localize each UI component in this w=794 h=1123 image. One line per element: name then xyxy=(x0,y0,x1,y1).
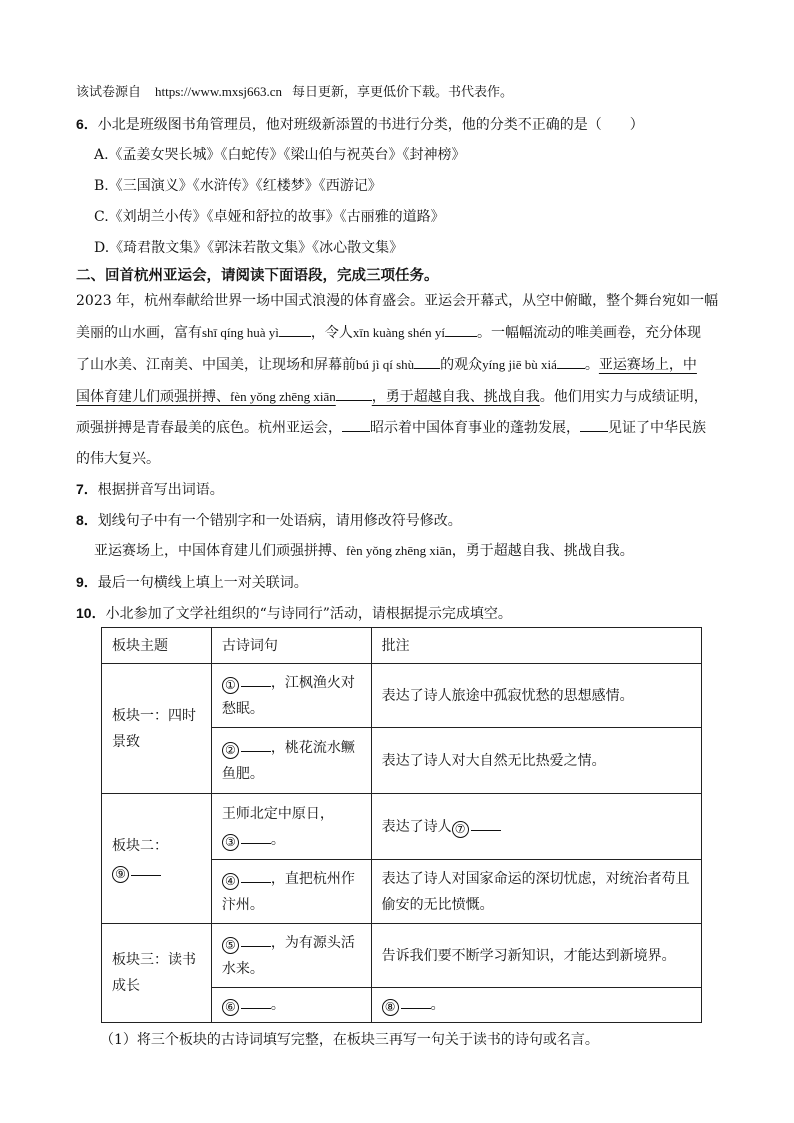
blank-1[interactable] xyxy=(279,321,311,337)
passage-line-6: 的伟大复兴。 xyxy=(76,451,160,467)
block-3-theme: 板块三：读书成长 xyxy=(102,924,212,1023)
poem-line-3: 王师北定中原日， ③ 。 xyxy=(211,794,371,860)
pinyin-2: xīn kuàng shén yí xyxy=(352,325,445,340)
note-5: 告诉我们要不断学习新知识，才能达到新境界。 xyxy=(371,924,701,988)
note-4: 表达了诗人对国家命运的深切忧虑，对统治者苟且偷安的无比愤慨。 xyxy=(371,860,701,924)
question-9: 9．最后一句横线上填上一对关联词。 xyxy=(76,574,308,591)
blank-2[interactable] xyxy=(445,321,477,337)
option-a: A.《孟姜女哭长城》《白蛇传》《梁山伯与祝英台》《封神榜》 xyxy=(94,147,466,163)
header-notes: 批注 xyxy=(371,628,701,664)
answer-blank[interactable] xyxy=(401,993,431,1009)
answer-blank[interactable] xyxy=(241,993,271,1009)
note-2: 表达了诗人对大自然无比热爱之情。 xyxy=(371,728,701,794)
blank-5[interactable] xyxy=(336,385,372,401)
block-1-theme: 板块一：四时景致 xyxy=(102,664,212,794)
question-number: 6． xyxy=(76,116,98,132)
note-6: ⑧ 。 xyxy=(371,988,701,1023)
question-8-quote: 亚运赛场上，中国体育建儿们顽强拼搏、fèn yǒng zhēng xiān，勇于超越自我、挑战自我。 xyxy=(94,543,634,559)
source-line xyxy=(76,82,513,103)
poem-line-6: ⑥ 。 xyxy=(211,988,371,1023)
question-6 xyxy=(76,114,644,135)
blank-connective-1[interactable] xyxy=(342,416,370,432)
table-row xyxy=(102,664,702,728)
poem-line-2: ② ，桃花流水鳜鱼肥。 xyxy=(211,728,371,794)
option-b: B.《三国演义》《水浒传》《红楼梦》《西游记》 xyxy=(94,178,382,194)
answer-blank[interactable] xyxy=(241,867,271,883)
option-d: D.《琦君散文集》《郭沫若散文集》《冰心散文集》 xyxy=(94,240,404,256)
answer-blank[interactable] xyxy=(241,931,271,947)
note-3: 表达了诗人 ⑦ xyxy=(371,794,701,860)
question-10: 10．小北参加了文学社组织的“与诗同行”活动，请根据提示完成填空。 xyxy=(76,605,512,622)
poem-line-5: ⑤ ，为有源头活水来。 xyxy=(211,924,371,988)
block-2-theme: 板块二： ⑨ xyxy=(102,794,212,924)
question-stem: 小北是班级图书角管理员，他对班级新添置的书进行分类，他的分类不正确的是（ ） xyxy=(97,117,644,133)
poem-line-4: ④ ，直把杭州作汴州。 xyxy=(211,860,371,924)
table-row xyxy=(102,794,702,860)
table-header-row xyxy=(102,628,702,664)
passage-line-2: 美丽的山水画，富有shī qíng huà yì ，令人xīn kuàng shén yí 。一幅幅流动的唯美画卷，充分体现 xyxy=(76,317,748,349)
question-8: 8．划线句子中有一个错别字和一处语病，请用修改符号修改。 xyxy=(76,512,462,529)
header-lines: 古诗词句 xyxy=(211,628,371,664)
underlined-sentence-start: 亚运赛场上，中 xyxy=(598,357,697,373)
answer-blank[interactable] xyxy=(471,815,501,831)
passage-line-1: 2023 年，杭州奉献给世界一场中国式浪漫的体育盛会。亚运会开幕式，从空中俯瞰，整个舞台宛如一幅 xyxy=(76,293,719,309)
passage-line-5: 顽强拼搏是青春最美的底色。杭州亚运会， 昭示着中国体育事业的蓬勃发展， 见证了中华民族 xyxy=(76,413,748,444)
option-c: C.《刘胡兰小传》《卓娅和舒拉的故事》《古丽雅的道路》 xyxy=(94,209,445,225)
answer-blank[interactable] xyxy=(131,860,161,876)
answer-blank[interactable] xyxy=(241,828,271,844)
answer-blank[interactable] xyxy=(241,736,271,752)
passage-line-4: 国体育建儿们顽强拼搏、fèn yǒng zhēng xiān ，勇于超越自我、挑战自我。他们用实力与成绩证明， xyxy=(76,381,748,413)
blank-4[interactable] xyxy=(557,353,585,369)
sub-question-1: （1）将三个板块的古诗词填写完整，在板块三再写一句关于读书的诗句或名言。 xyxy=(100,1032,599,1048)
poem-line-1: ① ，江枫渔火对愁眠。 xyxy=(211,664,371,728)
source-url[interactable]: https://www.mxsj663.cn xyxy=(155,84,283,99)
source-suffix: 每日更新，享更低价下载。书代表作。 xyxy=(292,85,514,100)
poem-table xyxy=(101,627,702,1023)
source-prefix: 该试卷源自 xyxy=(76,85,142,100)
pinyin-4: yíng jiē bù xiá xyxy=(482,357,557,372)
table-row xyxy=(102,924,702,988)
section-title: 二、回首杭州亚运会，请阅读下面语段，完成三项任务。 xyxy=(76,268,439,284)
pinyin-1: shī qíng huà yì xyxy=(202,325,279,340)
header-theme: 板块主题 xyxy=(102,628,212,664)
question-7: 7．根据拼音写出词语。 xyxy=(76,481,224,498)
blank-connective-2[interactable] xyxy=(580,416,608,432)
pinyin-3: bú jì qí shù xyxy=(356,357,415,372)
answer-blank[interactable] xyxy=(241,671,271,687)
passage-line-3: 了山水美、江南美、中国美，让现场和屏幕前bú jì qí shù 的观众yíng jiē bù xiá 。亚运赛场上，中 xyxy=(76,349,748,381)
reading-passage xyxy=(76,286,748,475)
note-1: 表达了诗人旅途中孤寂忧愁的思想感情。 xyxy=(371,664,701,728)
blank-3[interactable] xyxy=(414,353,440,369)
pinyin-5: fèn yǒng zhēng xiān xyxy=(230,389,336,404)
